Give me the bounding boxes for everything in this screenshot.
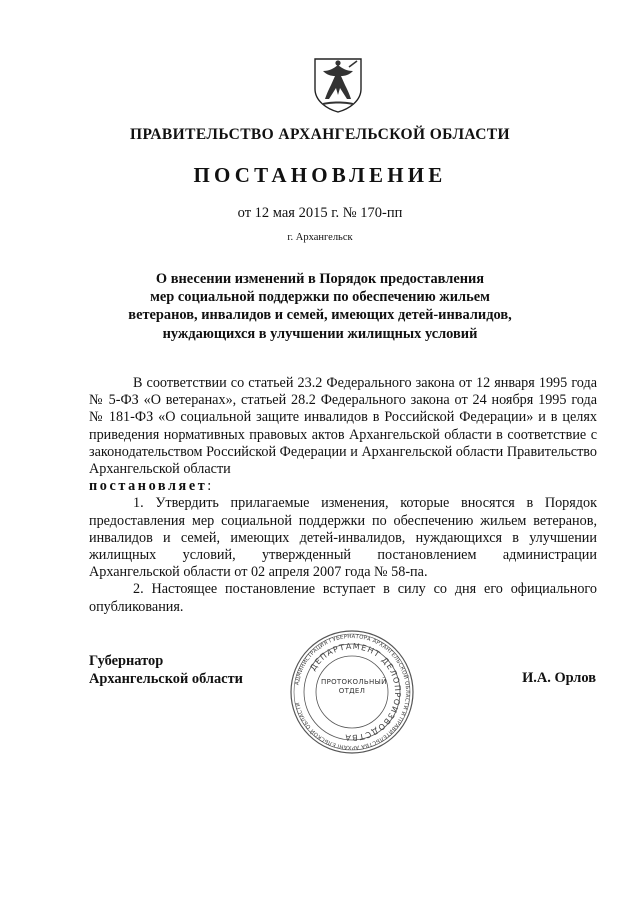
signatory-name: И.А. Орлов [522,670,596,686]
subject-line: ветеранов, инвалидов и семей, имеющих детей-инвалидов, [128,307,512,324]
stamp-center-text [321,678,387,696]
stamp-inner-line: ОТДЕЛ [338,687,366,695]
coat-of-arms-icon [309,55,367,113]
document-subject [90,270,550,343]
document-date-number: от 12 мая 2015 г. № 170-пп [237,205,403,221]
signatory-position [89,652,243,689]
preamble-paragraph: В соответствии со статьей 23.2 Федерального закона от 12 января 1995 года № 5-ФЗ «О ветеранах», статьей 28.2 Федерального закона от 24 ноября 1995 года № 181-ФЗ «О социальной защите инвалидов в Российской Федерации» и в целях приведения нормативных правовых актов Архангельской области в соответствие с законодательством Российской Федерации и Архангельской области Правительство Архангельской области [89,375,597,478]
document-place: г. Архангельск [287,232,353,243]
subject-line: нуждающихся в улучшении жилищных условий [162,325,478,342]
document-type: ПОСТАНОВЛЕНИЕ [193,163,447,187]
stamp-middle-text: ДЕПАРТАМЕНТ ДЕЛОПРОИЗВОДСТВА [308,641,403,743]
stamp-outer-text: АДМИНИСТРАЦИЯ ГУБЕРНАТОРА АРХАНГЕЛЬСКОЙ ОБЛАСТИ И ПРАВИТЕЛЬСТВА АРХАНГЕЛЬСКОЙ ОБЛАСТИ [294,633,411,751]
subject-line: мер социальной поддержки по обеспечению жильем [150,289,490,306]
stamp-inner-line: ПРОТОКОЛЬНЫЙ [321,678,387,686]
resolves-word: постановляет [89,478,208,495]
position-line: Архангельской области [89,671,243,688]
document-body [89,375,597,616]
subject-line: О внесении изменений в Порядок предоставления [155,271,485,287]
resolves-line [89,478,597,495]
organization-title: ПРАВИТЕЛЬСТВО АРХАНГЕЛЬСКОЙ ОБЛАСТИ [129,126,510,143]
resolves-colon: : [207,478,212,495]
position-line: Губернатор [89,653,164,669]
item-1-paragraph: 1. Утвердить прилагаемые изменения, которые вносятся в Порядок предоставления мер социальной поддержки по обеспечению жильем ветеранов, инвалидов и семей, имеющих детей-инвалидов, нуждающихся в улучшении жилищных условий, утвержденный постановлением администрации Архангельской области от 02 апреля 2007 года № 58-па. [89,495,597,581]
item-2-paragraph: 2. Настоящее постановление вступает в силу со дня его официального опубликования. [89,581,597,615]
